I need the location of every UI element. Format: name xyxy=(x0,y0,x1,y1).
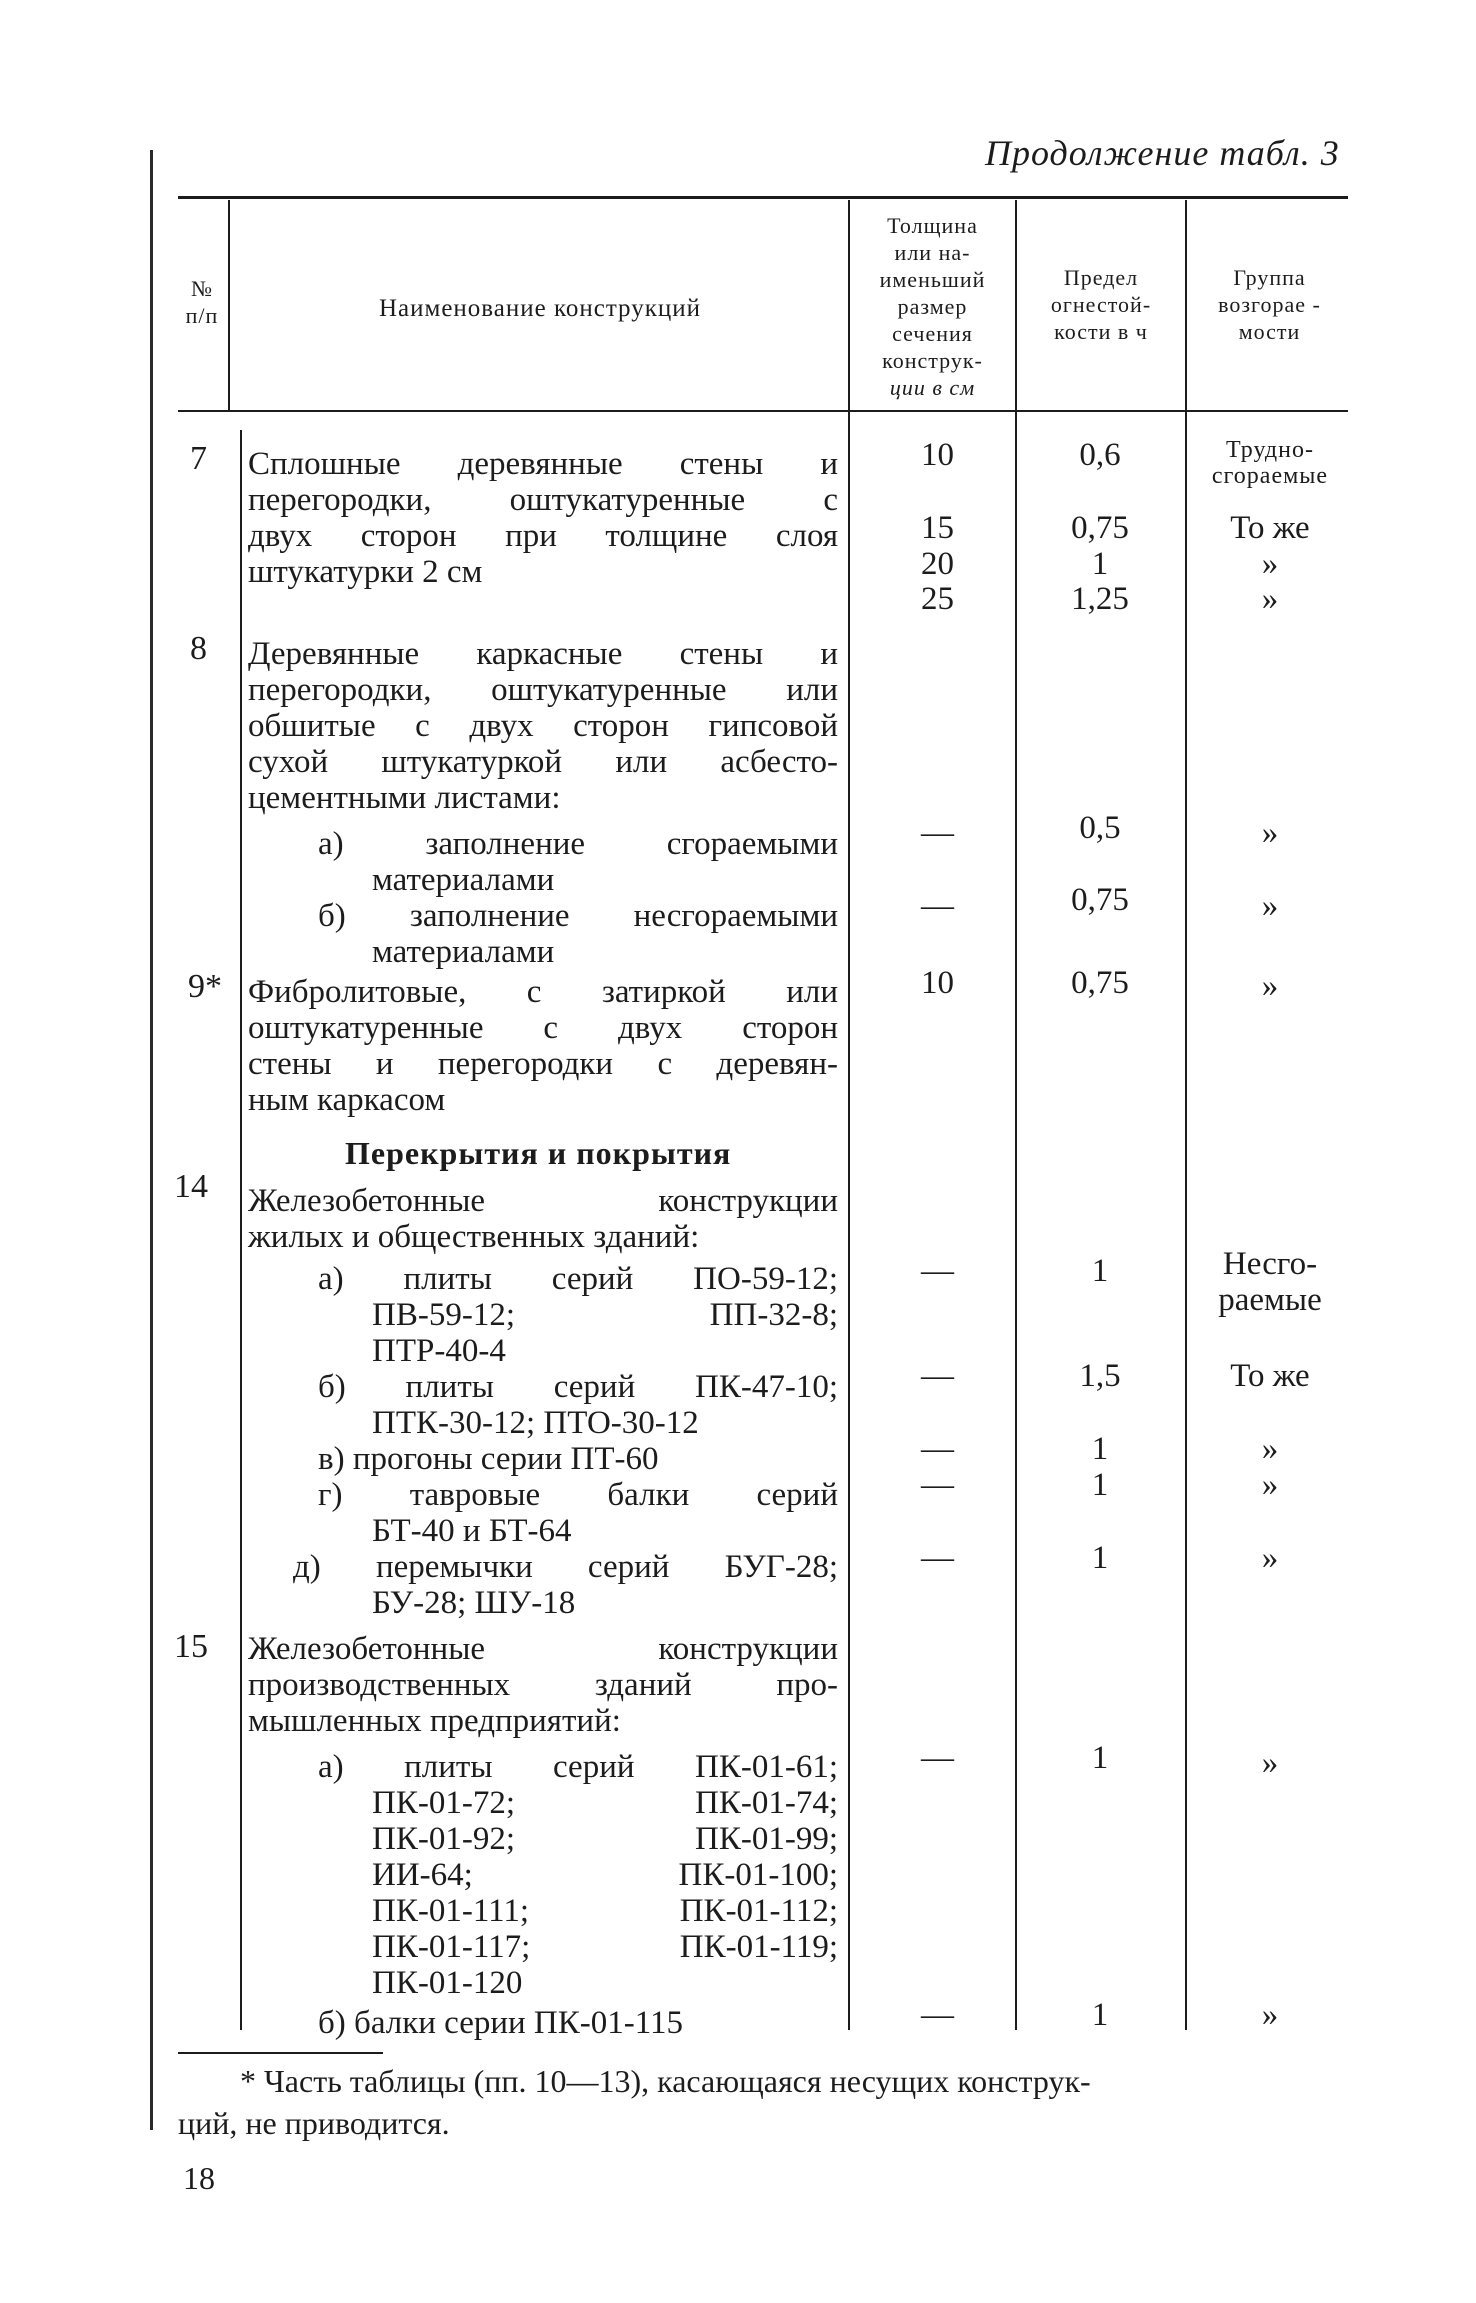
row-8b-group: » xyxy=(1261,888,1279,924)
row-8b-fire: 0,75 xyxy=(1071,882,1129,918)
row-14a-line-2: ПВ-59-12; ПП-32-8; xyxy=(372,1297,838,1333)
header-combustibility: Группа возгорае - мости xyxy=(1218,265,1321,344)
row-8-num: 8 xyxy=(190,630,207,667)
row-14a-fire: 1 xyxy=(1091,1253,1109,1289)
col-divider-2 xyxy=(848,200,850,2030)
section-heading: Перекрытия и покрытия xyxy=(345,1135,732,1171)
row-14b-thickness: — xyxy=(921,1358,954,1394)
row-7-group-5: » xyxy=(1261,581,1279,617)
row-15a-line-7: ПК-01-120 xyxy=(372,1965,523,2001)
row-14c-thickness: — xyxy=(921,1431,954,1467)
row-7-line-1: Сплошные деревянные стены и xyxy=(248,446,838,482)
row-8b-thickness: — xyxy=(921,888,954,924)
row-15-line-1: Железобетонные конструкции xyxy=(248,1631,838,1667)
row-14a-line-1: а) плиты серий ПО-59-12; xyxy=(318,1261,838,1297)
row-15a-line-4: ИИ-64; ПК-01-100; xyxy=(372,1857,838,1893)
header-thickness: Толщина или на- именьший размер сечения конструк- ции в см xyxy=(879,213,986,400)
row-7-thickness-2: 15 xyxy=(921,510,954,546)
row-14a-group-2: раемые xyxy=(1218,1282,1322,1318)
page-number: 18 xyxy=(183,2160,215,2196)
row-8a-line-2: материалами xyxy=(372,862,555,898)
row-15-line-3: мышленных предприятий: xyxy=(248,1703,621,1739)
footnote-line-2: ций, не приводится. xyxy=(178,2105,450,2141)
header-num: № п/п xyxy=(185,276,219,328)
row-7-num: 7 xyxy=(190,440,207,477)
row-8a-thickness: — xyxy=(921,815,954,851)
row-15a-group: » xyxy=(1261,1745,1279,1781)
left-margin-line xyxy=(150,150,153,2130)
row-9-line-1: Фибролитовые, с затиркой или xyxy=(248,974,838,1010)
row-9-line-2: оштукатуренные с двух сторон xyxy=(248,1010,838,1046)
table-top-rule xyxy=(178,196,1348,199)
row-14e-thickness: — xyxy=(921,1540,954,1576)
row-14e-fire: 1 xyxy=(1091,1540,1109,1576)
row-9-thickness: 10 xyxy=(921,965,954,1001)
row-14d-thickness: — xyxy=(921,1467,954,1503)
row-8-line-1: Деревянные каркасные стены и xyxy=(248,636,838,672)
row-15a-line-1: а) плиты серий ПК-01-61; xyxy=(318,1749,838,1785)
row-14b-line-1: б) плиты серий ПК-47-10; xyxy=(318,1369,838,1405)
row-7-fire-2: 0,75 xyxy=(1071,510,1129,546)
row-9-group: » xyxy=(1261,968,1279,1004)
row-14d-line-1: г) тавровые балки серий xyxy=(318,1477,838,1513)
row-14a-line-3: ПТР-40-4 xyxy=(372,1333,506,1369)
row-14-num: 14 xyxy=(174,1168,208,1205)
row-15b-thickness: — xyxy=(921,1997,954,2033)
row-8a-fire: 0,5 xyxy=(1079,810,1121,846)
row-15-num: 15 xyxy=(174,1628,208,1665)
row-14b-fire: 1,5 xyxy=(1079,1358,1121,1394)
row-8-line-3: обшитые с двух сторон гипсовой xyxy=(248,708,838,744)
row-15b-line-1: б) балки серии ПК-01-115 xyxy=(318,2005,684,2041)
row-7-thickness-3: 20 xyxy=(921,546,954,582)
row-14d-group: » xyxy=(1261,1467,1279,1503)
row-14-line-2: жилых и общественных зданий: xyxy=(248,1219,700,1255)
row-14c-fire: 1 xyxy=(1091,1431,1109,1467)
col-divider-3 xyxy=(1015,200,1017,2030)
row-7-group-4: » xyxy=(1261,546,1279,582)
row-14a-group-1: Несго- xyxy=(1222,1246,1318,1282)
row-15b-fire: 1 xyxy=(1091,1997,1109,2033)
row-9-num: 9* xyxy=(188,968,222,1005)
row-8b-line-1: б) заполнение несгораемыми xyxy=(318,898,838,934)
row-7-fire-1: 0,6 xyxy=(1079,437,1121,473)
footnote-line-1: * Часть таблицы (пп. 10—13), касающаяся несущих конструк- xyxy=(240,2063,1091,2099)
table-caption: Продолжение табл. 3 xyxy=(985,133,1340,173)
row-9-fire: 0,75 xyxy=(1071,965,1129,1001)
row-8-line-5: цементными листами: xyxy=(248,780,561,816)
footnote-rule xyxy=(178,2052,383,2054)
header-fire-resistance: Предел огнестой- кости в ч xyxy=(1050,265,1152,344)
row-15a-line-5: ПК-01-111; ПК-01-112; xyxy=(372,1893,838,1929)
row-14e-line-1: д) перемычки серий БУГ-28; xyxy=(293,1549,838,1585)
row-7-thickness-4: 25 xyxy=(921,581,954,617)
col-divider-1 xyxy=(240,430,242,2030)
row-14a-thickness: — xyxy=(921,1253,954,1289)
row-7-line-4: штукатурки 2 см xyxy=(248,554,483,590)
row-14b-line-2: ПТК-30-12; ПТО-30-12 xyxy=(372,1405,699,1441)
row-7-thickness-1: 10 xyxy=(921,437,954,473)
row-14d-line-2: БТ-40 и БТ-64 xyxy=(372,1513,572,1549)
row-7-line-3: двух сторон при толщине слоя xyxy=(248,518,838,554)
row-7-group-1: Трудно- xyxy=(1226,437,1314,463)
row-14d-fire: 1 xyxy=(1091,1467,1109,1503)
row-14e-group: » xyxy=(1261,1540,1279,1576)
row-14c-line-1: в) прогоны серии ПТ-60 xyxy=(318,1441,659,1477)
col-divider-1-head xyxy=(228,200,230,410)
row-7-fire-3: 1 xyxy=(1091,546,1109,582)
row-9-line-4: ным каркасом xyxy=(248,1082,446,1118)
row-15a-thickness: — xyxy=(921,1740,954,1776)
header-bottom-rule xyxy=(178,410,1348,412)
row-8-line-2: перегородки, оштукатуренные или xyxy=(248,672,838,708)
row-15a-line-6: ПК-01-117; ПК-01-119; xyxy=(372,1929,838,1965)
row-15b-group: » xyxy=(1261,1997,1279,2033)
row-15a-fire: 1 xyxy=(1091,1740,1109,1776)
row-7-fire-4: 1,25 xyxy=(1071,581,1129,617)
row-8a-group: » xyxy=(1261,815,1279,851)
row-8a-line-1: а) заполнение сгораемыми xyxy=(318,826,838,862)
header-name: Наименование конструкций xyxy=(378,295,702,322)
row-7-group-2: сгораемые xyxy=(1211,463,1329,489)
row-9-line-3: стены и перегородки с деревян- xyxy=(248,1046,838,1082)
col-divider-4 xyxy=(1185,200,1187,2030)
row-7-group-3: То же xyxy=(1230,510,1310,546)
row-7-line-2: перегородки, оштукатуренные с xyxy=(248,482,838,518)
row-14b-group: То же xyxy=(1230,1358,1310,1394)
row-14e-line-2: БУ-28; ШУ-18 xyxy=(372,1585,576,1621)
row-15a-line-3: ПК-01-92; ПК-01-99; xyxy=(372,1821,838,1857)
row-14c-group: » xyxy=(1261,1431,1279,1467)
row-8-line-4: сухой штукатуркой или асбесто- xyxy=(248,744,838,780)
row-15-line-2: производственных зданий про- xyxy=(248,1667,838,1703)
row-8b-line-2: материалами xyxy=(372,934,555,970)
row-14-line-1: Железобетонные конструкции xyxy=(248,1183,838,1219)
row-15a-line-2: ПК-01-72; ПК-01-74; xyxy=(372,1785,838,1821)
